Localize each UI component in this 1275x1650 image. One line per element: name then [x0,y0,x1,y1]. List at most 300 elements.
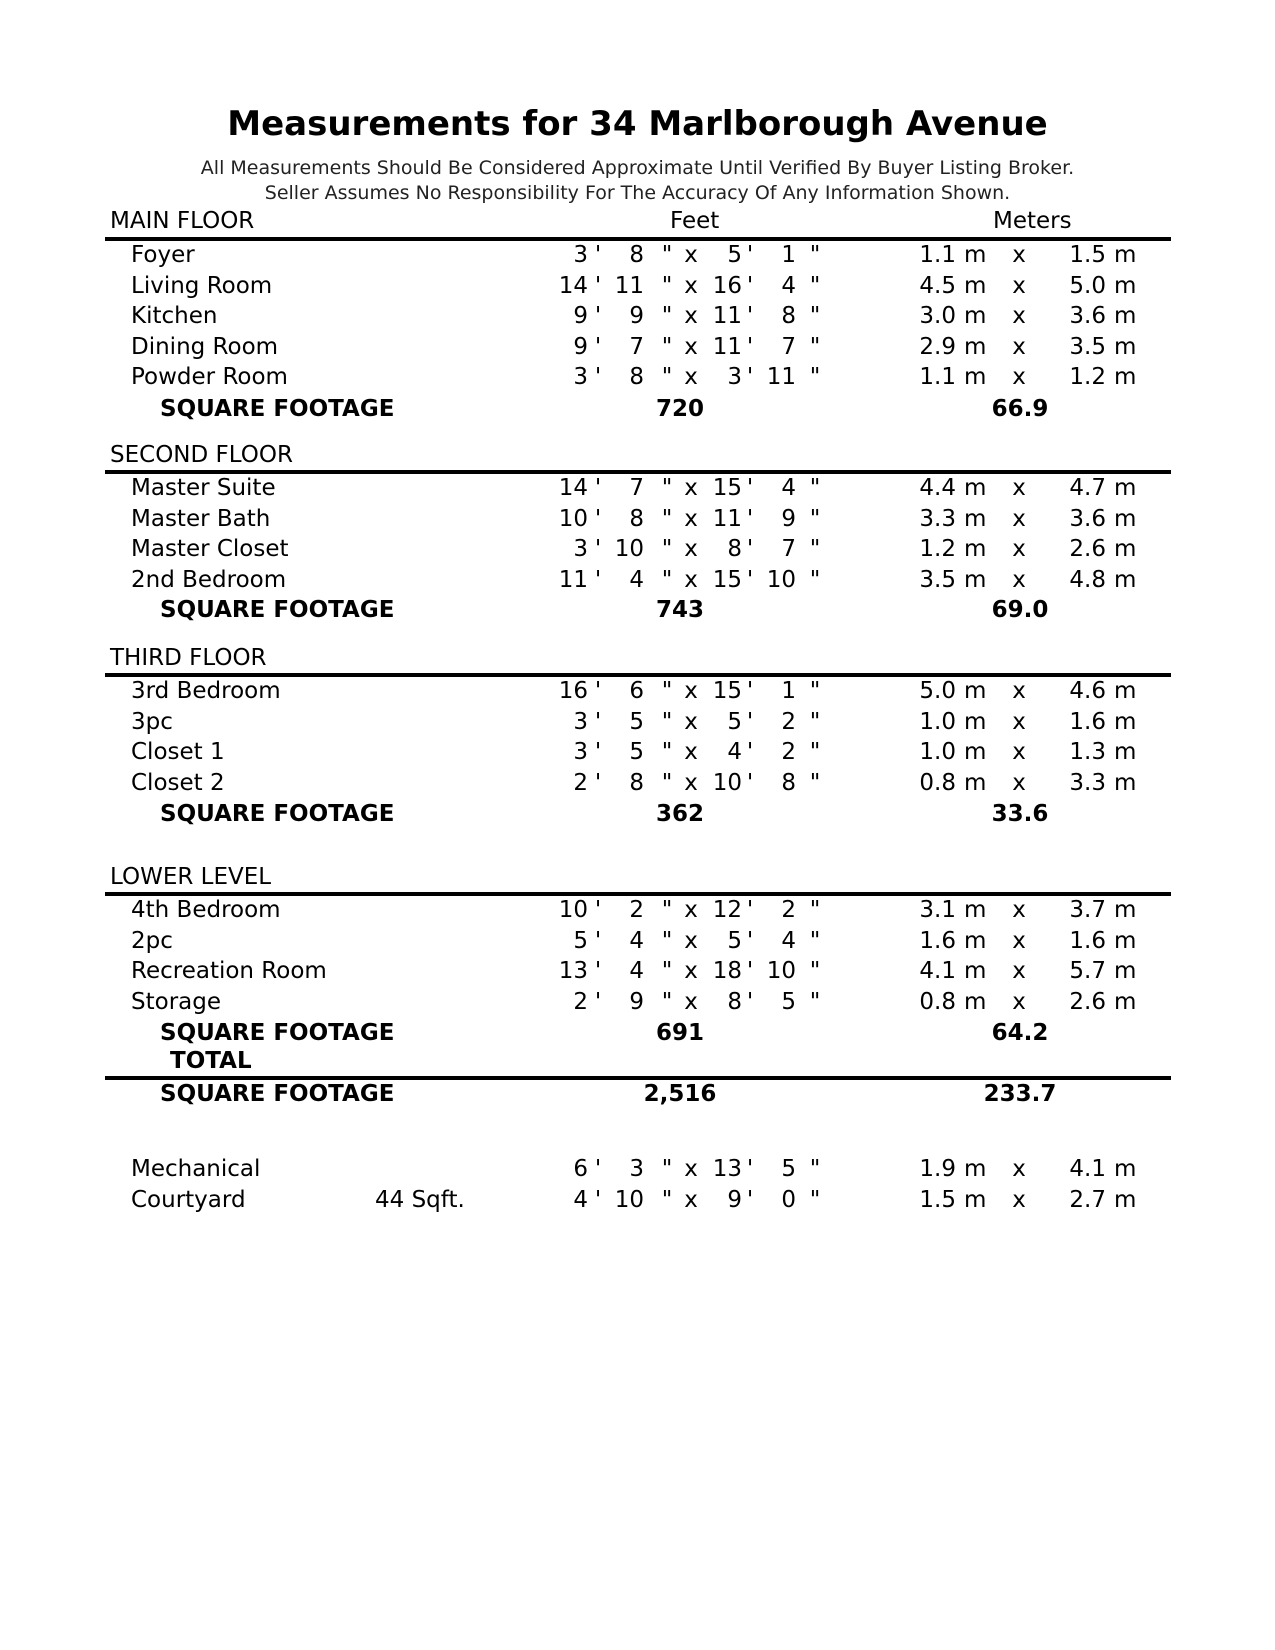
room-row [0,678,1275,710]
feet-1: 2 [573,988,588,1015]
feet-mark: ' [746,678,754,704]
meter-unit: m [1114,739,1137,765]
meter-unit: m [964,958,987,984]
times-sign: x [1012,739,1026,765]
inches-1: 5 [629,739,644,765]
meter-unit: m [964,505,987,532]
feet-mark: ' [594,566,602,593]
feet-mark: ' [594,333,602,360]
section-heading: THIRD FLOOR [110,645,267,671]
meter-unit: m [964,272,987,299]
meters-2: 1.3 [1069,739,1106,765]
times-sign: x [1012,272,1026,299]
meter-unit: m [964,1187,987,1213]
inch-mark: " [809,708,821,735]
feet-2: 4 [727,739,742,765]
times-sign: x [1012,988,1026,1015]
inch-mark: " [661,505,673,532]
feet-mark: ' [746,242,754,268]
square-footage-meters: 66.9 [991,396,1049,422]
total-label: TOTAL [170,1048,252,1074]
feet-mark: ' [746,505,754,532]
meters-1: 1.1 [919,364,956,390]
inches-2: 0 [781,1187,796,1213]
room-row [0,897,1275,929]
square-footage-row [0,1081,1275,1113]
meter-unit: m [1114,536,1137,562]
meters-1: 0.8 [919,988,956,1015]
feet-mark: ' [594,739,602,765]
times-sign: x [1012,678,1026,704]
times-sign: x [684,364,698,390]
inches-1: 7 [629,475,644,501]
room-name: 3pc [131,708,173,735]
times-sign: x [684,242,698,268]
times-sign: x [684,769,698,796]
inches-2: 4 [781,475,796,501]
times-sign: x [684,958,698,984]
inches-2: 8 [781,769,796,796]
feet-2: 15 [712,566,742,593]
meter-unit: m [1114,303,1137,329]
room-row [0,334,1275,366]
feet-2: 5 [727,927,742,954]
meter-unit: m [1114,566,1137,593]
square-footage-meters: 69.0 [991,597,1049,623]
inches-2: 4 [781,927,796,954]
times-sign: x [684,333,698,360]
room-name: Kitchen [131,303,218,329]
feet-mark: ' [594,303,602,329]
feet-2: 3 [727,364,742,390]
meters-2: 2.7 [1069,1187,1106,1213]
room-name: Master Suite [131,475,276,501]
meter-unit: m [964,988,987,1015]
feet-mark: ' [594,364,602,390]
room-row [0,928,1275,960]
feet-mark: ' [594,1187,602,1213]
feet-mark: ' [746,1156,754,1182]
square-footage-row [0,597,1275,629]
feet-1: 9 [573,333,588,360]
room-row [0,242,1275,274]
square-footage-label: SQUARE FOOTAGE [160,1081,395,1107]
inch-mark: " [661,364,673,390]
meters-2: 4.1 [1069,1156,1106,1182]
meter-unit: m [1114,958,1137,984]
inches-2: 7 [781,536,796,562]
times-sign: x [684,678,698,704]
times-sign: x [684,708,698,735]
feet-1: 14 [558,272,588,299]
inches-1: 8 [629,364,644,390]
feet-2: 12 [712,897,742,923]
feet-1: 3 [573,739,588,765]
meters-2: 3.3 [1069,769,1106,796]
feet-1: 16 [558,678,588,704]
inch-mark: " [661,739,673,765]
room-name: Powder Room [131,364,288,390]
inches-2: 7 [781,333,796,360]
feet-mark: ' [746,536,754,562]
inches-1: 8 [629,505,644,532]
meter-unit: m [964,739,987,765]
meter-unit: m [964,536,987,562]
inch-mark: " [661,958,673,984]
inch-mark: " [809,272,821,299]
inches-1: 8 [629,242,644,268]
meter-unit: m [964,678,987,704]
feet-mark: ' [594,678,602,704]
column-header-meters: Meters [993,208,1072,234]
meter-unit: m [1114,708,1137,735]
feet-mark: ' [594,475,602,501]
inches-2: 5 [781,1156,796,1182]
feet-1: 3 [573,536,588,562]
room-name: Storage [131,988,221,1015]
feet-mark: ' [746,897,754,923]
times-sign: x [1012,897,1026,923]
inch-mark: " [661,333,673,360]
meter-unit: m [1114,1187,1137,1213]
square-footage-row [0,396,1275,428]
meter-unit: m [1114,475,1137,501]
meter-unit: m [964,769,987,796]
feet-2: 8 [727,988,742,1015]
feet-1: 3 [573,364,588,390]
inch-mark: " [809,769,821,796]
meter-unit: m [1114,272,1137,299]
feet-2: 15 [712,475,742,501]
times-sign: x [1012,505,1026,532]
times-sign: x [1012,927,1026,954]
inch-mark: " [661,927,673,954]
feet-mark: ' [594,242,602,268]
feet-mark: ' [594,988,602,1015]
inches-1: 10 [614,1187,644,1213]
feet-mark: ' [746,364,754,390]
disclaimer-line-1: All Measurements Should Be Considered Approximate Until Verified By Buyer Listing Broker. [200,157,1075,179]
meters-2: 1.6 [1069,708,1106,735]
feet-mark: ' [746,303,754,329]
feet-1: 10 [558,505,588,532]
meter-unit: m [964,1156,987,1182]
inch-mark: " [661,1187,673,1213]
inch-mark: " [809,678,821,704]
feet-mark: ' [746,708,754,735]
meters-2: 2.6 [1069,988,1106,1015]
times-sign: x [1012,708,1026,735]
meter-unit: m [964,475,987,501]
room-name: Mechanical [131,1156,261,1182]
feet-1: 3 [573,242,588,268]
inch-mark: " [809,536,821,562]
inches-2: 5 [781,988,796,1015]
meters-1: 1.1 [919,242,956,268]
inches-2: 1 [781,678,796,704]
times-sign: x [684,988,698,1015]
meters-1: 4.4 [919,475,956,501]
meters-1: 3.1 [919,897,956,923]
inch-mark: " [809,1187,821,1213]
inches-1: 4 [629,958,644,984]
column-header-feet: Feet [670,208,720,234]
inch-mark: " [661,769,673,796]
inches-2: 1 [781,242,796,268]
inches-2: 2 [781,897,796,923]
feet-mark: ' [594,769,602,796]
meter-unit: m [1114,769,1137,796]
room-row [0,1187,1275,1219]
inches-1: 4 [629,566,644,593]
room-row [0,958,1275,990]
feet-2: 18 [712,958,742,984]
room-row [0,273,1275,305]
feet-mark: ' [746,988,754,1015]
meters-2: 4.6 [1069,678,1106,704]
meter-unit: m [1114,1156,1137,1182]
meters-1: 1.0 [919,708,956,735]
room-name: 3rd Bedroom [131,678,281,704]
inch-mark: " [661,708,673,735]
inches-1: 8 [629,769,644,796]
meters-2: 1.6 [1069,927,1106,954]
disclaimer-line-2: Seller Assumes No Responsibility For The Accuracy Of Any Information Shown. [264,182,1011,204]
feet-2: 16 [712,272,742,299]
inch-mark: " [809,566,821,593]
inches-1: 7 [629,333,644,360]
inch-mark: " [809,739,821,765]
meters-2: 4.7 [1069,475,1106,501]
inch-mark: " [661,475,673,501]
meters-2: 3.6 [1069,505,1106,532]
square-footage-row [0,801,1275,833]
feet-2: 13 [712,1156,742,1182]
inch-mark: " [809,958,821,984]
meters-2: 5.7 [1069,958,1106,984]
inch-mark: " [809,897,821,923]
meters-1: 3.0 [919,303,956,329]
inch-mark: " [809,1156,821,1182]
meters-1: 4.1 [919,958,956,984]
inches-1: 6 [629,678,644,704]
square-footage-meters: 64.2 [991,1020,1049,1046]
inch-mark: " [661,303,673,329]
feet-mark: ' [746,333,754,360]
section-rule [105,470,1171,474]
inch-mark: " [661,1156,673,1182]
meter-unit: m [1114,897,1137,923]
meter-unit: m [964,566,987,593]
feet-mark: ' [746,927,754,954]
room-row [0,709,1275,741]
feet-mark: ' [746,566,754,593]
times-sign: x [684,739,698,765]
feet-2: 5 [727,242,742,268]
inch-mark: " [809,927,821,954]
room-name: Living Room [131,272,273,299]
square-footage-feet: 691 [655,1020,704,1046]
room-row [0,1156,1275,1188]
feet-mark: ' [594,927,602,954]
square-footage-feet: 362 [655,801,704,827]
feet-mark: ' [594,958,602,984]
room-name: Closet 2 [131,769,225,796]
room-row [0,364,1275,396]
inches-1: 2 [629,897,644,923]
section-rule [105,673,1171,677]
times-sign: x [1012,536,1026,562]
square-footage-feet: 720 [655,396,704,422]
room-row [0,506,1275,538]
inch-mark: " [661,988,673,1015]
meters-2: 5.0 [1069,272,1106,299]
page-title: Measurements for 34 Marlborough Avenue [227,104,1048,144]
feet-1: 3 [573,708,588,735]
feet-mark: ' [746,1187,754,1213]
inches-2: 2 [781,708,796,735]
room-row [0,989,1275,1021]
meter-unit: m [1114,364,1137,390]
meter-unit: m [964,927,987,954]
feet-mark: ' [746,475,754,501]
inch-mark: " [809,988,821,1015]
times-sign: x [1012,242,1026,268]
inches-1: 9 [629,303,644,329]
inches-1: 9 [629,988,644,1015]
square-footage-label: SQUARE FOOTAGE [160,801,395,827]
feet-mark: ' [746,739,754,765]
meter-unit: m [1114,988,1137,1015]
room-row [0,567,1275,599]
room-name: Master Bath [131,505,271,532]
room-name: Recreation Room [131,958,327,984]
inches-2: 10 [766,958,796,984]
inches-2: 2 [781,739,796,765]
meters-2: 1.5 [1069,242,1106,268]
section-heading: SECOND FLOOR [110,442,293,468]
feet-1: 4 [573,1187,588,1213]
inch-mark: " [809,242,821,268]
feet-mark: ' [594,505,602,532]
meter-unit: m [1114,927,1137,954]
inch-mark: " [809,505,821,532]
inches-2: 4 [781,272,796,299]
room-row [0,770,1275,802]
meters-2: 1.2 [1069,364,1106,390]
inch-mark: " [661,566,673,593]
times-sign: x [684,566,698,593]
meter-unit: m [964,303,987,329]
meters-1: 3.3 [919,505,956,532]
meters-2: 2.6 [1069,536,1106,562]
square-footage-label: SQUARE FOOTAGE [160,1020,395,1046]
feet-2: 8 [727,536,742,562]
meters-2: 3.7 [1069,897,1106,923]
feet-2: 9 [727,1187,742,1213]
room-name: Foyer [131,242,195,268]
feet-1: 5 [573,927,588,954]
inches-1: 11 [614,272,644,299]
inches-1: 10 [614,536,644,562]
room-row [0,303,1275,335]
feet-2: 5 [727,708,742,735]
room-name: Master Closet [131,536,289,562]
feet-1: 10 [558,897,588,923]
times-sign: x [684,1187,698,1213]
inch-mark: " [661,536,673,562]
room-row [0,536,1275,568]
times-sign: x [1012,566,1026,593]
times-sign: x [684,475,698,501]
room-name: Courtyard [131,1187,246,1213]
room-name: Closet 1 [131,739,225,765]
meter-unit: m [964,333,987,360]
meters-1: 1.5 [919,1187,956,1213]
meters-1: 1.9 [919,1156,956,1182]
feet-2: 10 [712,769,742,796]
total-rule [105,1076,1171,1080]
square-footage-label: SQUARE FOOTAGE [160,396,395,422]
meter-unit: m [964,708,987,735]
inch-mark: " [809,303,821,329]
room-name: Dining Room [131,333,279,360]
times-sign: x [1012,364,1026,390]
feet-mark: ' [746,769,754,796]
times-sign: x [684,927,698,954]
feet-2: 15 [712,678,742,704]
inches-2: 10 [766,566,796,593]
room-name: 2nd Bedroom [131,566,287,593]
feet-1: 6 [573,1156,588,1182]
room-name: 4th Bedroom [131,897,281,923]
feet-mark: ' [594,897,602,923]
feet-1: 13 [558,958,588,984]
feet-mark: ' [746,272,754,299]
meters-1: 1.6 [919,927,956,954]
times-sign: x [1012,1156,1026,1182]
feet-1: 2 [573,769,588,796]
meters-1: 4.5 [919,272,956,299]
inch-mark: " [661,242,673,268]
inch-mark: " [809,364,821,390]
times-sign: x [684,272,698,299]
meters-1: 1.2 [919,536,956,562]
meters-1: 2.9 [919,333,956,360]
times-sign: x [1012,333,1026,360]
meters-2: 4.8 [1069,566,1106,593]
section-heading: LOWER LEVEL [110,864,272,890]
inch-mark: " [661,897,673,923]
feet-2: 11 [712,333,742,360]
inches-2: 9 [781,505,796,532]
times-sign: x [1012,769,1026,796]
square-footage-label: SQUARE FOOTAGE [160,597,395,623]
meters-1: 3.5 [919,566,956,593]
room-row [0,739,1275,771]
times-sign: x [1012,958,1026,984]
times-sign: x [684,303,698,329]
times-sign: x [1012,303,1026,329]
times-sign: x [684,897,698,923]
inch-mark: " [809,475,821,501]
meter-unit: m [964,364,987,390]
room-name: 2pc [131,927,173,954]
meter-unit: m [1114,333,1137,360]
meter-unit: m [1114,678,1137,704]
feet-mark: ' [594,1156,602,1182]
inches-1: 3 [629,1156,644,1182]
